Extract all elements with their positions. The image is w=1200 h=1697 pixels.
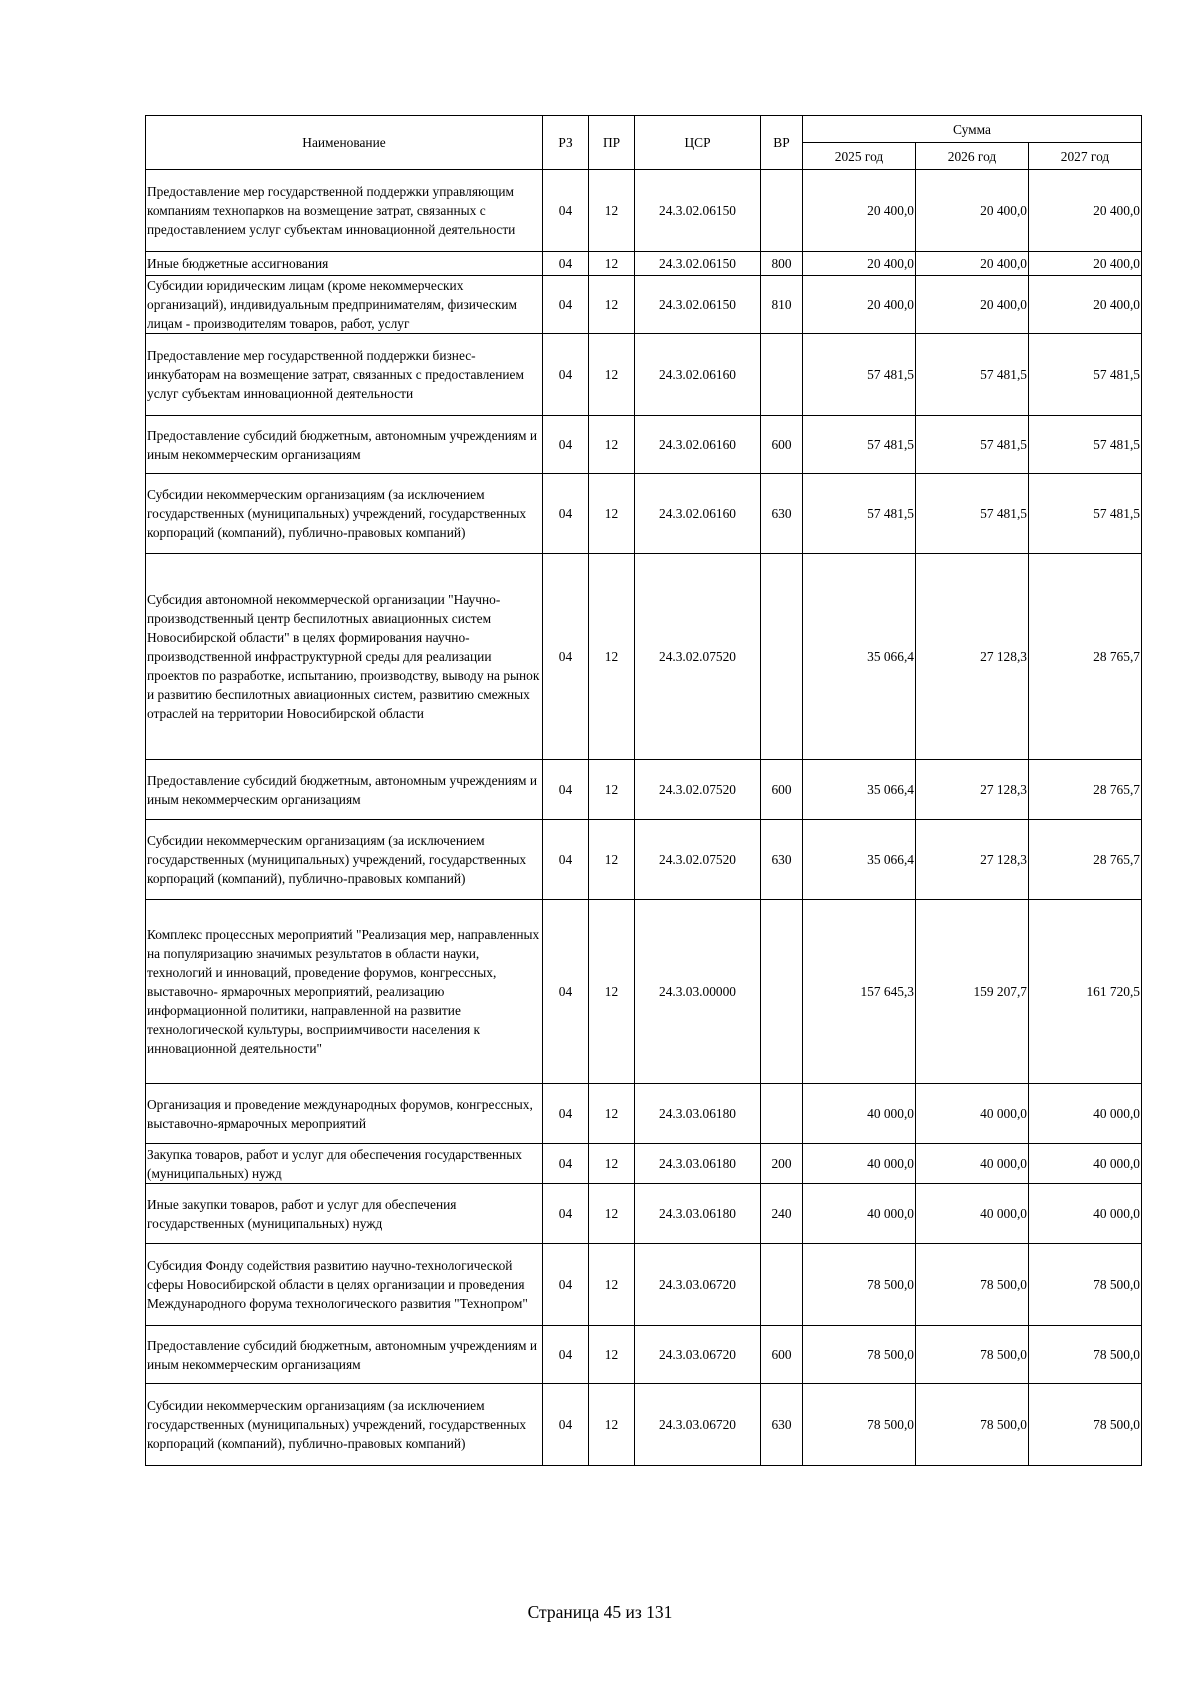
- cell-sum-2026: 20 400,0: [916, 170, 1029, 252]
- header-sum: Сумма: [803, 116, 1142, 143]
- cell-rz: 04: [543, 760, 589, 820]
- cell-name: Субсидии юридическим лицам (кроме некоммерческих организаций), индивидуальным предпринимателям, физическим лицам - производителям товаров, работ, услуг: [146, 276, 543, 334]
- table-row: [146, 170, 1142, 252]
- cell-vr: [761, 1084, 803, 1144]
- cell-sum-2025: 78 500,0: [803, 1244, 916, 1326]
- cell-sum-2025: 157 645,3: [803, 900, 916, 1084]
- cell-name: Предоставление субсидий бюджетным, автономным учреждениям и иным некоммерческим организациям: [146, 1326, 543, 1384]
- cell-name: Субсидия автономной некоммерческой организации "Научно-производственный центр беспилотных авиационных систем Новосибирской области" в целях формирования научно-производственной инфраструктурной среды для реализации проектов по разработке, испытанию, производству, выводу на рынок и развитию беспилотных авиационных систем, развитию смежных отраслей на территории Новосибирской области: [146, 554, 543, 760]
- header-csr: ЦСР: [635, 116, 761, 170]
- table-row: [146, 1084, 1142, 1144]
- cell-sum-2026: 159 207,7: [916, 900, 1029, 1084]
- cell-sum-2027: 57 481,5: [1029, 474, 1142, 554]
- cell-rz: 04: [543, 1244, 589, 1326]
- header-pr: ПР: [589, 116, 635, 170]
- table-row: [146, 760, 1142, 820]
- cell-vr: [761, 170, 803, 252]
- cell-name: Предоставление мер государственной поддержки бизнес-инкубаторам на возмещение затрат, связанных с предоставлением услуг субъектам инновационной деятельности: [146, 334, 543, 416]
- cell-pr: 12: [589, 170, 635, 252]
- header-rz: РЗ: [543, 116, 589, 170]
- cell-rz: 04: [543, 416, 589, 474]
- cell-sum-2027: 40 000,0: [1029, 1084, 1142, 1144]
- cell-sum-2025: 20 400,0: [803, 252, 916, 276]
- cell-csr: 24.3.02.06160: [635, 416, 761, 474]
- cell-name: Предоставление субсидий бюджетным, автономным учреждениям и иным некоммерческим организациям: [146, 760, 543, 820]
- cell-sum-2027: 20 400,0: [1029, 170, 1142, 252]
- cell-sum-2025: 40 000,0: [803, 1084, 916, 1144]
- cell-csr: 24.3.02.06160: [635, 334, 761, 416]
- cell-sum-2025: 20 400,0: [803, 276, 916, 334]
- cell-vr: 600: [761, 416, 803, 474]
- cell-sum-2025: 78 500,0: [803, 1326, 916, 1384]
- cell-sum-2025: 40 000,0: [803, 1144, 916, 1184]
- cell-pr: 12: [589, 900, 635, 1084]
- cell-csr: 24.3.03.06720: [635, 1326, 761, 1384]
- cell-name: Субсидии некоммерческим организациям (за исключением государственных (муниципальных) учреждений, государственных корпораций (компаний), публично-правовых компаний): [146, 820, 543, 900]
- cell-pr: 12: [589, 1084, 635, 1144]
- cell-name: Субсидии некоммерческим организациям (за исключением государственных (муниципальных) учреждений, государственных корпораций (компаний), публично-правовых компаний): [146, 474, 543, 554]
- cell-pr: 12: [589, 554, 635, 760]
- cell-vr: [761, 334, 803, 416]
- cell-vr: [761, 1244, 803, 1326]
- cell-rz: 04: [543, 334, 589, 416]
- cell-sum-2026: 57 481,5: [916, 474, 1029, 554]
- cell-sum-2027: 28 765,7: [1029, 760, 1142, 820]
- cell-rz: 04: [543, 900, 589, 1084]
- cell-vr: [761, 554, 803, 760]
- cell-sum-2025: 35 066,4: [803, 554, 916, 760]
- cell-csr: 24.3.03.06180: [635, 1144, 761, 1184]
- cell-vr: 630: [761, 1384, 803, 1466]
- cell-sum-2025: 57 481,5: [803, 334, 916, 416]
- cell-csr: 24.3.03.06720: [635, 1244, 761, 1326]
- cell-sum-2025: 57 481,5: [803, 416, 916, 474]
- cell-csr: 24.3.02.07520: [635, 820, 761, 900]
- cell-sum-2026: 78 500,0: [916, 1244, 1029, 1326]
- cell-sum-2026: 40 000,0: [916, 1144, 1029, 1184]
- cell-sum-2027: 20 400,0: [1029, 252, 1142, 276]
- header-year-2026: 2026 год: [916, 143, 1029, 170]
- cell-vr: 630: [761, 474, 803, 554]
- cell-rz: 04: [543, 276, 589, 334]
- cell-vr: 630: [761, 820, 803, 900]
- cell-pr: 12: [589, 1144, 635, 1184]
- table-body: [146, 170, 1142, 1466]
- cell-sum-2026: 57 481,5: [916, 334, 1029, 416]
- cell-rz: 04: [543, 1084, 589, 1144]
- cell-csr: 24.3.02.06160: [635, 474, 761, 554]
- cell-pr: 12: [589, 1384, 635, 1466]
- cell-sum-2025: 40 000,0: [803, 1184, 916, 1244]
- cell-vr: 240: [761, 1184, 803, 1244]
- cell-name: Субсидия Фонду содействия развитию научно-технологической сферы Новосибирской области в целях организации и проведения Международного форума технологического развития "Технопром": [146, 1244, 543, 1326]
- header-row-top: [146, 116, 1142, 143]
- cell-csr: 24.3.03.06180: [635, 1084, 761, 1144]
- cell-sum-2025: 35 066,4: [803, 820, 916, 900]
- header-vr: ВР: [761, 116, 803, 170]
- cell-name: Иные бюджетные ассигнования: [146, 252, 543, 276]
- table-row: [146, 252, 1142, 276]
- table-row: [146, 1144, 1142, 1184]
- header-year-2027: 2027 год: [1029, 143, 1142, 170]
- table-row: [146, 900, 1142, 1084]
- cell-sum-2027: 40 000,0: [1029, 1144, 1142, 1184]
- cell-csr: 24.3.03.00000: [635, 900, 761, 1084]
- cell-sum-2025: 78 500,0: [803, 1384, 916, 1466]
- cell-rz: 04: [543, 1326, 589, 1384]
- cell-csr: 24.3.02.06150: [635, 170, 761, 252]
- cell-sum-2026: 40 000,0: [916, 1184, 1029, 1244]
- cell-pr: 12: [589, 1184, 635, 1244]
- cell-sum-2025: 57 481,5: [803, 474, 916, 554]
- cell-pr: 12: [589, 252, 635, 276]
- cell-csr: 24.3.02.06150: [635, 276, 761, 334]
- cell-vr: 800: [761, 252, 803, 276]
- cell-vr: 200: [761, 1144, 803, 1184]
- cell-pr: 12: [589, 820, 635, 900]
- cell-csr: 24.3.02.07520: [635, 554, 761, 760]
- cell-name: Субсидии некоммерческим организациям (за исключением государственных (муниципальных) учреждений, государственных корпораций (компаний), публично-правовых компаний): [146, 1384, 543, 1466]
- cell-name: Закупка товаров, работ и услуг для обеспечения государственных (муниципальных) нужд: [146, 1144, 543, 1184]
- cell-pr: 12: [589, 416, 635, 474]
- cell-rz: 04: [543, 554, 589, 760]
- table-row: [146, 416, 1142, 474]
- cell-sum-2026: 57 481,5: [916, 416, 1029, 474]
- cell-name: Предоставление мер государственной поддержки управляющим компаниям технопарков на возмещение затрат, связанных с предоставлением услуг субъектам инновационной деятельности: [146, 170, 543, 252]
- cell-vr: 810: [761, 276, 803, 334]
- cell-sum-2026: 78 500,0: [916, 1326, 1029, 1384]
- table-row: [146, 554, 1142, 760]
- cell-sum-2027: 28 765,7: [1029, 554, 1142, 760]
- table-row: [146, 1326, 1142, 1384]
- table-header: [146, 116, 1142, 170]
- cell-rz: 04: [543, 1144, 589, 1184]
- cell-sum-2027: 161 720,5: [1029, 900, 1142, 1084]
- cell-vr: 600: [761, 1326, 803, 1384]
- cell-rz: 04: [543, 170, 589, 252]
- cell-csr: 24.3.03.06720: [635, 1384, 761, 1466]
- cell-sum-2027: 57 481,5: [1029, 416, 1142, 474]
- cell-sum-2026: 20 400,0: [916, 252, 1029, 276]
- cell-name: Комплекс процессных мероприятий "Реализация мер, направленных на популяризацию значимых результатов в области науки, технологий и инноваций, проведение форумов, конгрессных, выставочно- ярмарочных мероприятий, реализацию информационной политики, направленной на развитие технологической культуры, восприимчивости населения к инновационной деятельности": [146, 900, 543, 1084]
- table-row: [146, 1184, 1142, 1244]
- cell-sum-2026: 27 128,3: [916, 760, 1029, 820]
- cell-pr: 12: [589, 1326, 635, 1384]
- cell-sum-2027: 78 500,0: [1029, 1384, 1142, 1466]
- cell-pr: 12: [589, 474, 635, 554]
- cell-sum-2026: 78 500,0: [916, 1384, 1029, 1466]
- cell-sum-2026: 27 128,3: [916, 554, 1029, 760]
- cell-name: Предоставление субсидий бюджетным, автономным учреждениям и иным некоммерческим организациям: [146, 416, 543, 474]
- cell-name: Организация и проведение международных форумов, конгрессных, выставочно-ярмарочных мероприятий: [146, 1084, 543, 1144]
- cell-csr: 24.3.02.07520: [635, 760, 761, 820]
- table-row: [146, 1384, 1142, 1466]
- cell-vr: [761, 900, 803, 1084]
- cell-sum-2027: 57 481,5: [1029, 334, 1142, 416]
- table-row: [146, 820, 1142, 900]
- cell-rz: 04: [543, 820, 589, 900]
- table-row: [146, 334, 1142, 416]
- cell-pr: 12: [589, 1244, 635, 1326]
- cell-csr: 24.3.03.06180: [635, 1184, 761, 1244]
- page-number: Страница 45 из 131: [527, 1602, 673, 1622]
- cell-pr: 12: [589, 334, 635, 416]
- cell-sum-2026: 20 400,0: [916, 276, 1029, 334]
- cell-rz: 04: [543, 1184, 589, 1244]
- header-year-2025: 2025 год: [803, 143, 916, 170]
- cell-sum-2025: 35 066,4: [803, 760, 916, 820]
- cell-rz: 04: [543, 252, 589, 276]
- cell-pr: 12: [589, 276, 635, 334]
- table-row: [146, 1244, 1142, 1326]
- cell-sum-2026: 27 128,3: [916, 820, 1029, 900]
- cell-csr: 24.3.02.06150: [635, 252, 761, 276]
- cell-sum-2027: 20 400,0: [1029, 276, 1142, 334]
- cell-pr: 12: [589, 760, 635, 820]
- table-row: [146, 474, 1142, 554]
- budget-table: [145, 115, 1142, 1466]
- table-row: [146, 276, 1142, 334]
- cell-name: Иные закупки товаров, работ и услуг для обеспечения государственных (муниципальных) нужд: [146, 1184, 543, 1244]
- cell-vr: 600: [761, 760, 803, 820]
- cell-sum-2027: 28 765,7: [1029, 820, 1142, 900]
- cell-sum-2027: 78 500,0: [1029, 1326, 1142, 1384]
- cell-rz: 04: [543, 474, 589, 554]
- cell-sum-2026: 40 000,0: [916, 1084, 1029, 1144]
- cell-sum-2027: 40 000,0: [1029, 1184, 1142, 1244]
- header-name: Наименование: [146, 116, 543, 170]
- cell-sum-2025: 20 400,0: [803, 170, 916, 252]
- cell-sum-2027: 78 500,0: [1029, 1244, 1142, 1326]
- cell-rz: 04: [543, 1384, 589, 1466]
